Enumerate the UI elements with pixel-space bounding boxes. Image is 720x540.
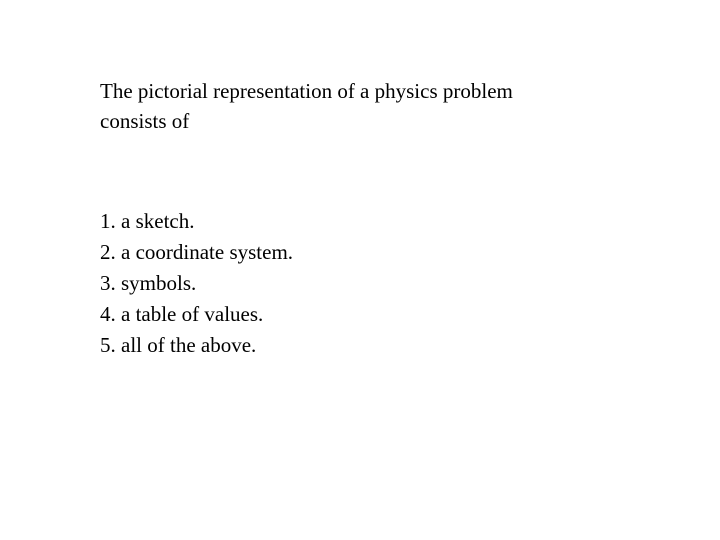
answer-option-2: 2. a coordinate system. (100, 240, 294, 264)
answer-option-3: 3. symbols. (100, 271, 197, 295)
question-text (100, 76, 620, 136)
answer-options-list (100, 206, 620, 361)
question-line-1: The pictorial representation of a physics problem (100, 79, 513, 103)
answer-option-1: 1. a sketch. (100, 209, 195, 233)
answer-option-5: 5. all of the above. (100, 333, 257, 357)
answer-option-4: 4. a table of values. (100, 302, 264, 326)
question-line-2: consists of (100, 109, 190, 133)
